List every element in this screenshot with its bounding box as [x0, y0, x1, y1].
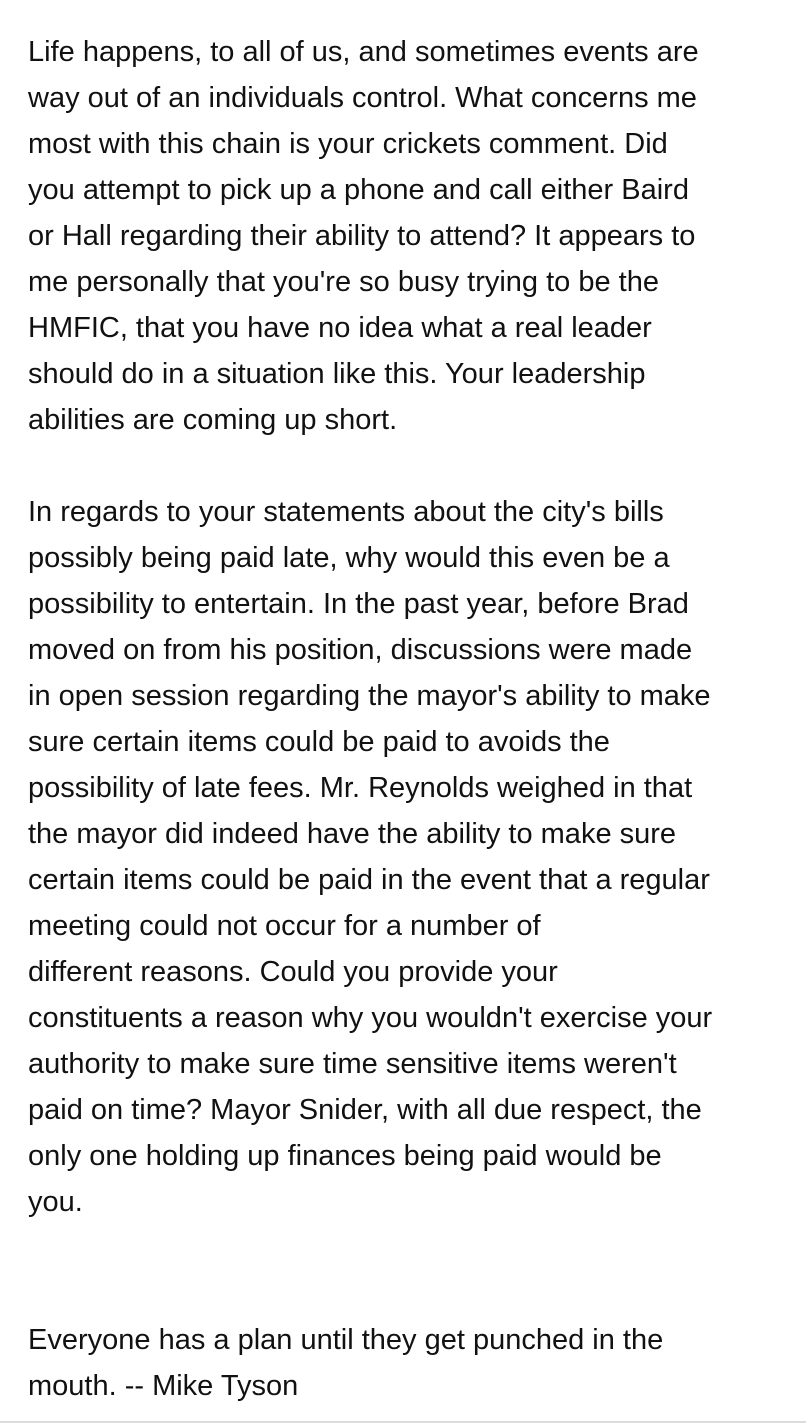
text-line: way out of an individuals control. What concerns me — [28, 82, 697, 114]
signature-spacer — [28, 1225, 798, 1317]
paragraph-1 — [28, 29, 798, 443]
signature-quote — [28, 1317, 798, 1409]
text-line: Everyone has a plan until they get punched in the — [28, 1324, 664, 1356]
text-line: me personally that you're so busy trying to be the — [28, 266, 659, 298]
text-line: moved on from his position, discussions were made — [28, 634, 693, 666]
text-line: possibility of late fees. Mr. Reynolds weighed in that — [28, 772, 693, 804]
text-line: the mayor did indeed have the ability to make sure — [28, 818, 677, 850]
text-line: you attempt to pick up a phone and call either Baird — [28, 174, 689, 206]
text-line: abilities are coming up short. — [28, 404, 398, 436]
text-line: meeting could not occur for a number of — [28, 910, 541, 942]
text-line: Life happens, to all of us, and sometimes events are — [28, 36, 699, 68]
text-line: most with this chain is your crickets comment. Did — [28, 128, 668, 160]
text-line: sure certain items could be paid to avoids the — [28, 726, 610, 758]
text-line: should do in a situation like this. Your leadership — [28, 358, 646, 390]
text-line: in open session regarding the mayor's ability to make — [28, 680, 711, 712]
text-line: possibly being paid late, why would this even be a — [28, 542, 670, 574]
text-line: or Hall regarding their ability to attend? It appears to — [28, 220, 696, 252]
text-line: In regards to your statements about the city's bills — [28, 496, 664, 528]
text-line: constituents a reason why you wouldn't exercise your — [28, 1002, 713, 1034]
text-line: HMFIC, that you have no idea what a real leader — [28, 312, 652, 344]
text-line: paid on time? Mayor Snider, with all due respect, the — [28, 1094, 702, 1126]
text-line: certain items could be paid in the event that a regular — [28, 864, 710, 896]
paragraph-2 — [28, 489, 798, 1225]
text-line: you. — [28, 1186, 83, 1218]
text-line: mouth. -- Mike Tyson — [28, 1370, 299, 1402]
text-line: different reasons. Could you provide your — [28, 956, 558, 988]
text-line: only one holding up finances being paid would be — [28, 1140, 662, 1172]
text-line: possibility to entertain. In the past year, before Brad — [28, 588, 689, 620]
message-body — [28, 29, 798, 1409]
text-line: authority to make sure time sensitive items weren't — [28, 1048, 677, 1080]
paragraph-spacer — [28, 443, 798, 489]
